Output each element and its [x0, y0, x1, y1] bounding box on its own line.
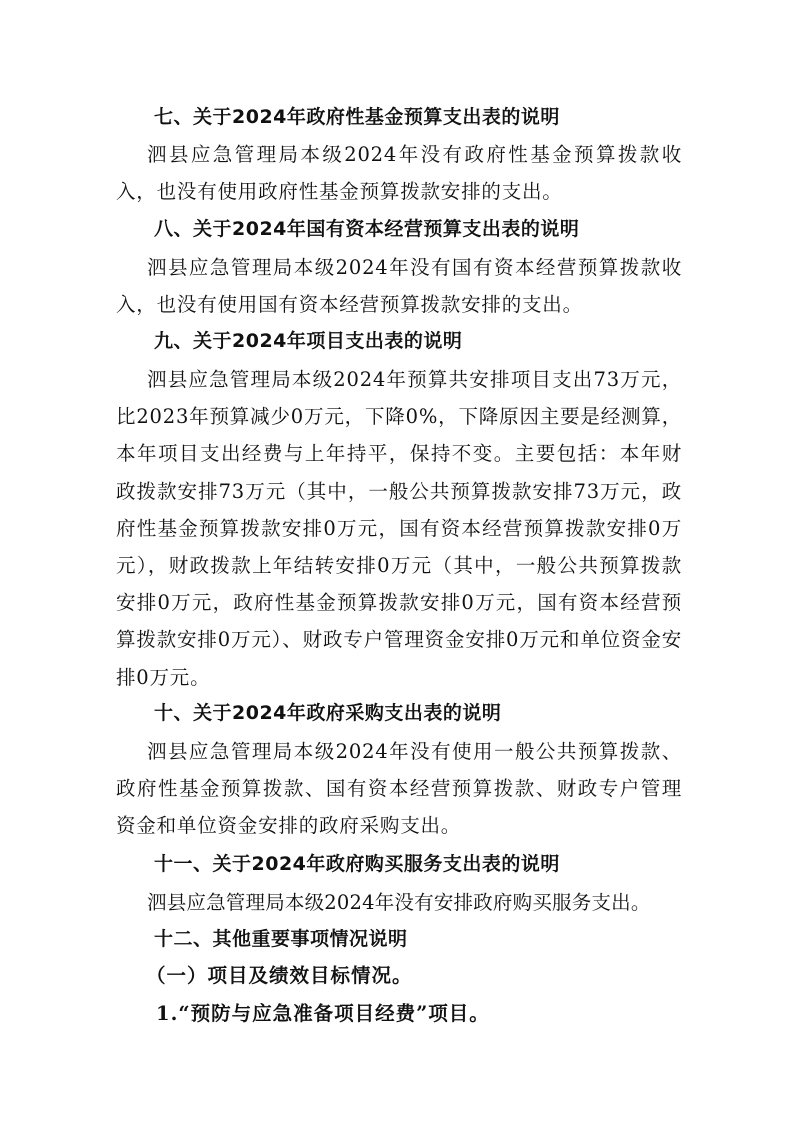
section-7-body: 泗县应急管理局本级2024年没有政府性基金预算拨款收入，也没有使用政府性基金预算拨款安排的支出。 [116, 143, 682, 204]
subsection-project-targets: （一）项目及绩效目标情况。 [146, 964, 413, 987]
section-9-heading: 九、关于2024年项目支出表的说明 [154, 330, 463, 352]
section-10-body: 泗县应急管理局本级2024年没有使用一般公共预算拨款、政府性基金预算拨款、国有资本经营预算拨款、财政专户管理资金和单位资金安排的政府采购支出。 [116, 740, 682, 838]
section-8-heading: 八、关于2024年国有资本经营预算支出表的说明 [154, 218, 580, 240]
section-7-heading: 七、关于2024年政府性基金预算支出表的说明 [154, 106, 560, 128]
section-9-body: 泗县应急管理局本级2024年预算共安排项目支出73万元，比2023年预算减少0万元，下降0%，下降原因主要是经测算，本年项目支出经费与上年持平，保持不变。主要包括：本年财政拨款安排73万元（其中，一般公共预算拨款安排73万元，政府性基金预算拨款安排0万元，国有资本经营预算拨款安排0万元），财政拨款上年结转安排0万元（其中，一般公共预算拨款安排0万元，政府性基金预算拨款安排0万元，国有资本经营预算拨款安排0万元）、财政专户管理资金安排0万元和单位资金安排0万元。 [116, 368, 682, 689]
project-item-title: 1.“预防与应急准备项目经费”项目。 [156, 1002, 490, 1025]
section-8-body: 泗县应急管理局本级2024年没有国有资本经营预算拨款收入，也没有使用国有资本经营预算拨款安排的支出。 [116, 256, 682, 317]
section-11-heading: 十一、关于2024年政府购买服务支出表的说明 [154, 853, 560, 875]
section-12-heading: 十二、其他重要事项情况说明 [154, 928, 408, 950]
section-11-body: 泗县应急管理局本级2024年没有安排政府购买服务支出。 [147, 891, 651, 914]
section-10-heading: 十、关于2024年政府采购支出表的说明 [154, 702, 502, 724]
